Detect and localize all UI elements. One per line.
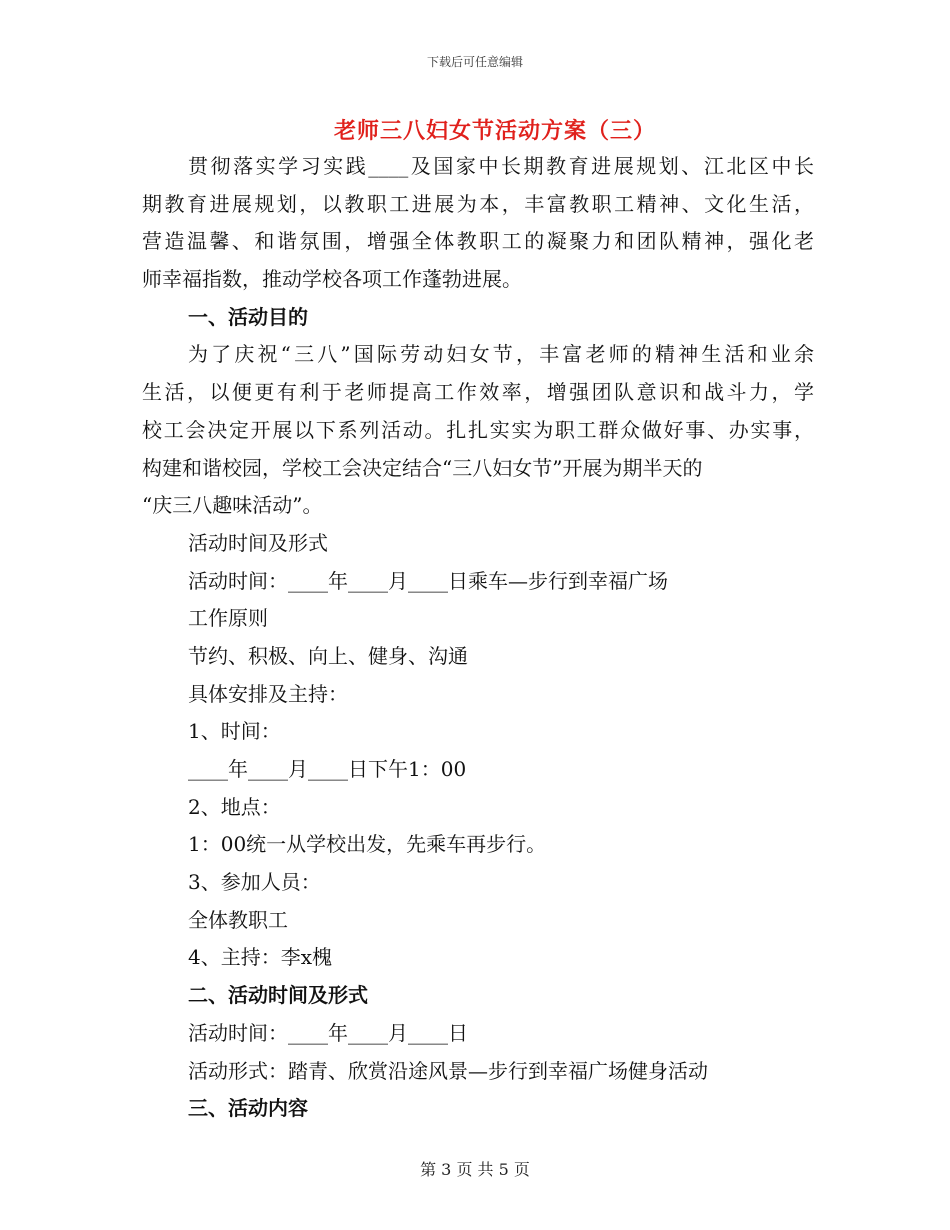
item-label: 1、时间： (188, 719, 281, 744)
header-note: 下载后可任意编辑 (426, 55, 523, 69)
item-value: 1：00统一从学校出发，先乘车再步行。 (188, 832, 547, 857)
paragraph-line: 贯彻落实学习实践____及国家中长期教育进展规划、江北区中长 (188, 154, 814, 178)
paragraph-line: 为了庆祝“三八”国际劳动妇女节，丰富老师的精神生活和业余 (188, 342, 814, 367)
item-label: 2、地点： (188, 794, 281, 819)
paragraph-line: 生活，以便更有利于老师提高工作效率，增强团队意识和战斗力，学 (142, 380, 814, 405)
paragraph-line: 构建和谐校园，学校工会决定结合“三八妇女节”开展为期半天的 (142, 455, 703, 480)
text-line: 活动形式：踏青、欣赏沿途风景—步行到幸福广场健身活动 (188, 1058, 708, 1083)
item-label: 3、参加人员： (188, 870, 321, 895)
section-heading: 二、活动时间及形式 (188, 983, 368, 1008)
page-footer: 第 3 页 共 5 页 (420, 1160, 530, 1179)
document-body (142, 148, 814, 1128)
section-heading: 三、活动内容 (188, 1096, 308, 1121)
purpose-paragraph (142, 336, 814, 524)
text-line: 具体安排及主持： (188, 681, 348, 706)
paragraph-line: “庆三八趣味活动”。 (142, 493, 323, 518)
text-line: 节约、积极、向上、健身、沟通 (188, 643, 468, 668)
item-value: 全体教职工 (188, 907, 288, 932)
document-title: 老师三八妇女节活动方案（三） (333, 118, 656, 144)
paragraph-line: 营造温馨、和谐氛围，增强全体教职工的凝聚力和团队精神，强化老 (142, 229, 814, 254)
paragraph-line: 校工会决定开展以下系列活动。扎扎实实为职工群众做好事、办实事， (142, 417, 814, 442)
text-line: 活动时间及形式 (188, 530, 328, 555)
intro-paragraph (142, 148, 814, 299)
text-line: 工作原则 (188, 606, 268, 631)
host-line: 4、主持：李x槐 (188, 945, 333, 970)
text-line: 活动时间：____年____月____日 (188, 1020, 468, 1045)
section-heading: 一、活动目的 (188, 304, 308, 329)
paragraph-line: 期教育进展规划，以教职工进展为本，丰富教职工精神、文化生活， (142, 191, 814, 216)
text-line: 活动时间：____年____月____日乘车—步行到幸福广场 (188, 568, 668, 593)
paragraph-line: 师幸福指数，推动学校各项工作蓬勃进展。 (142, 267, 522, 292)
item-value: ____年____月____日下午1：00 (188, 757, 467, 781)
